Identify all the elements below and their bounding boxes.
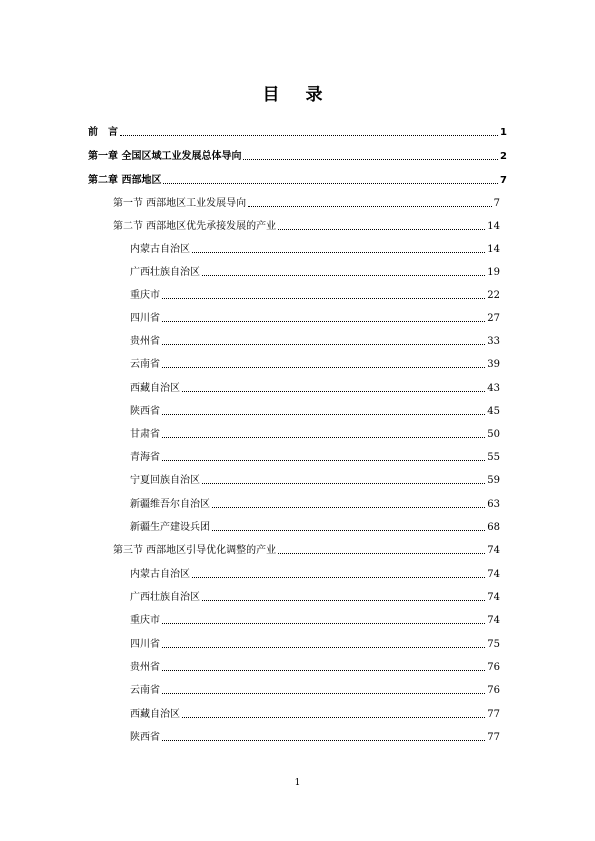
toc-entry-label: 西藏自治区	[130, 709, 180, 720]
toc-entry-label: 贵州省	[130, 336, 160, 347]
toc-entry[interactable]	[88, 173, 507, 187]
toc-entry-label: 西藏自治区	[130, 383, 180, 394]
toc-entry-page: 39	[487, 359, 500, 370]
toc-entry-page: 7	[500, 175, 507, 186]
toc-entry[interactable]	[130, 730, 500, 744]
toc-dot-leader	[162, 320, 485, 322]
toc-entry-page: 33	[487, 336, 500, 347]
toc-entry-label: 四川省	[130, 313, 160, 324]
toc-entry[interactable]	[130, 590, 500, 604]
toc-title: 目 录	[262, 85, 333, 105]
toc-entry-label: 四川省	[130, 639, 160, 650]
toc-dot-leader	[243, 158, 498, 160]
toc-entry-page: 59	[487, 475, 500, 486]
toc-entry-page: 63	[487, 499, 500, 510]
toc-entry-page: 74	[487, 592, 500, 603]
toc-entry[interactable]	[130, 381, 500, 395]
toc-entry-label: 第二章 西部地区	[88, 175, 162, 186]
toc-dot-leader	[162, 343, 485, 345]
toc-entry-page: 74	[487, 615, 500, 626]
page-number: 1	[294, 778, 301, 788]
toc-dot-leader	[163, 182, 498, 184]
toc-entry-page: 75	[487, 639, 500, 650]
toc-entry-label: 青海省	[130, 452, 160, 463]
toc-entry-page: 76	[487, 685, 500, 696]
toc-entry-page: 45	[487, 406, 500, 417]
toc-entry-label: 新疆生产建设兵团	[130, 522, 210, 533]
toc-entry-label: 陕西省	[130, 732, 160, 743]
toc-entry-label: 重庆市	[130, 615, 160, 626]
toc-entry[interactable]	[113, 543, 500, 557]
toc-entry-label: 第一章 全国区域工业发展总体导向	[88, 151, 242, 162]
toc-entry-label: 云南省	[130, 685, 160, 696]
toc-entry[interactable]	[130, 707, 500, 721]
toc-entry-page: 22	[487, 290, 500, 301]
toc-entry[interactable]	[113, 219, 500, 233]
toc-entry[interactable]	[113, 196, 500, 210]
toc-entry-page: 68	[487, 522, 500, 533]
toc-dot-leader	[278, 552, 485, 554]
toc-dot-leader	[162, 366, 485, 368]
toc-entry-page: 14	[487, 221, 500, 232]
toc-entry-page: 7	[493, 198, 500, 209]
toc-entry-page: 77	[487, 732, 500, 743]
toc-dot-leader	[162, 413, 485, 415]
toc-entry[interactable]	[130, 497, 500, 511]
toc-entry-page: 74	[487, 545, 500, 556]
toc-entry-label: 第二节 西部地区优先承接发展的产业	[113, 221, 277, 232]
toc-entry[interactable]	[130, 567, 500, 581]
toc-dot-leader	[162, 297, 485, 299]
toc-entry-page: 50	[487, 429, 500, 440]
toc-entry[interactable]	[130, 265, 500, 279]
toc-entry-label: 陕西省	[130, 406, 160, 417]
toc-entry-label: 广西壮族自治区	[130, 592, 200, 603]
toc-entry-label: 前 言	[88, 127, 118, 138]
toc-entry[interactable]	[130, 427, 500, 441]
toc-dot-leader	[202, 482, 485, 484]
toc-dot-leader	[162, 459, 485, 461]
toc-entry-label: 新疆维吾尔自治区	[130, 499, 210, 510]
toc-entry-label: 第三节 西部地区引导优化调整的产业	[113, 545, 277, 556]
toc-entry[interactable]	[130, 450, 500, 464]
toc-entry-label: 宁夏回族自治区	[130, 475, 200, 486]
toc-dot-leader	[162, 622, 485, 624]
toc-dot-leader	[202, 599, 485, 601]
toc-dot-leader	[212, 529, 485, 531]
toc-entry[interactable]	[130, 404, 500, 418]
toc-dot-leader	[212, 506, 485, 508]
toc-entry-page: 14	[487, 244, 500, 255]
toc-entry-label: 第一节 西部地区工业发展导向	[113, 198, 247, 209]
toc-entry[interactable]	[130, 334, 500, 348]
toc-dot-leader	[192, 576, 485, 578]
toc-entry[interactable]	[130, 288, 500, 302]
toc-entry-label: 内蒙古自治区	[130, 244, 190, 255]
toc-entry-label: 甘肃省	[130, 429, 160, 440]
toc-dot-leader	[120, 134, 498, 136]
toc-entry-page: 43	[487, 383, 500, 394]
toc-dot-leader	[202, 274, 485, 276]
toc-entry[interactable]	[88, 125, 507, 139]
toc-dot-leader	[192, 251, 485, 253]
toc-dot-leader	[162, 436, 485, 438]
toc-entry[interactable]	[130, 473, 500, 487]
toc-entry[interactable]	[130, 683, 500, 697]
toc-dot-leader	[162, 646, 485, 648]
toc-entry-page: 77	[487, 709, 500, 720]
toc-dot-leader	[162, 739, 485, 741]
toc-entry-label: 内蒙古自治区	[130, 569, 190, 580]
toc-entry-page: 19	[487, 267, 500, 278]
toc-entry-label: 重庆市	[130, 290, 160, 301]
toc-entry[interactable]	[130, 311, 500, 325]
toc-entry-page: 2	[500, 151, 507, 162]
toc-entry-page: 74	[487, 569, 500, 580]
toc-dot-leader	[278, 228, 485, 230]
toc-entry-page: 55	[487, 452, 500, 463]
toc-entry[interactable]	[130, 242, 500, 256]
toc-entry-page: 27	[487, 313, 500, 324]
toc-entry[interactable]	[88, 149, 507, 163]
toc-entry[interactable]	[130, 357, 500, 371]
toc-dot-leader	[162, 692, 485, 694]
toc-entry[interactable]	[130, 613, 500, 627]
toc-entry-label: 云南省	[130, 359, 160, 370]
toc-entry[interactable]	[130, 660, 500, 674]
toc-dot-leader	[162, 669, 485, 671]
toc-dot-leader	[182, 390, 485, 392]
toc-entry-page: 1	[500, 127, 507, 138]
toc-entry[interactable]	[130, 637, 500, 651]
toc-entry-page: 76	[487, 662, 500, 673]
toc-entry[interactable]	[130, 520, 500, 534]
toc-dot-leader	[248, 205, 491, 207]
toc-entry-label: 贵州省	[130, 662, 160, 673]
toc-dot-leader	[182, 716, 485, 718]
toc-entry-label: 广西壮族自治区	[130, 267, 200, 278]
